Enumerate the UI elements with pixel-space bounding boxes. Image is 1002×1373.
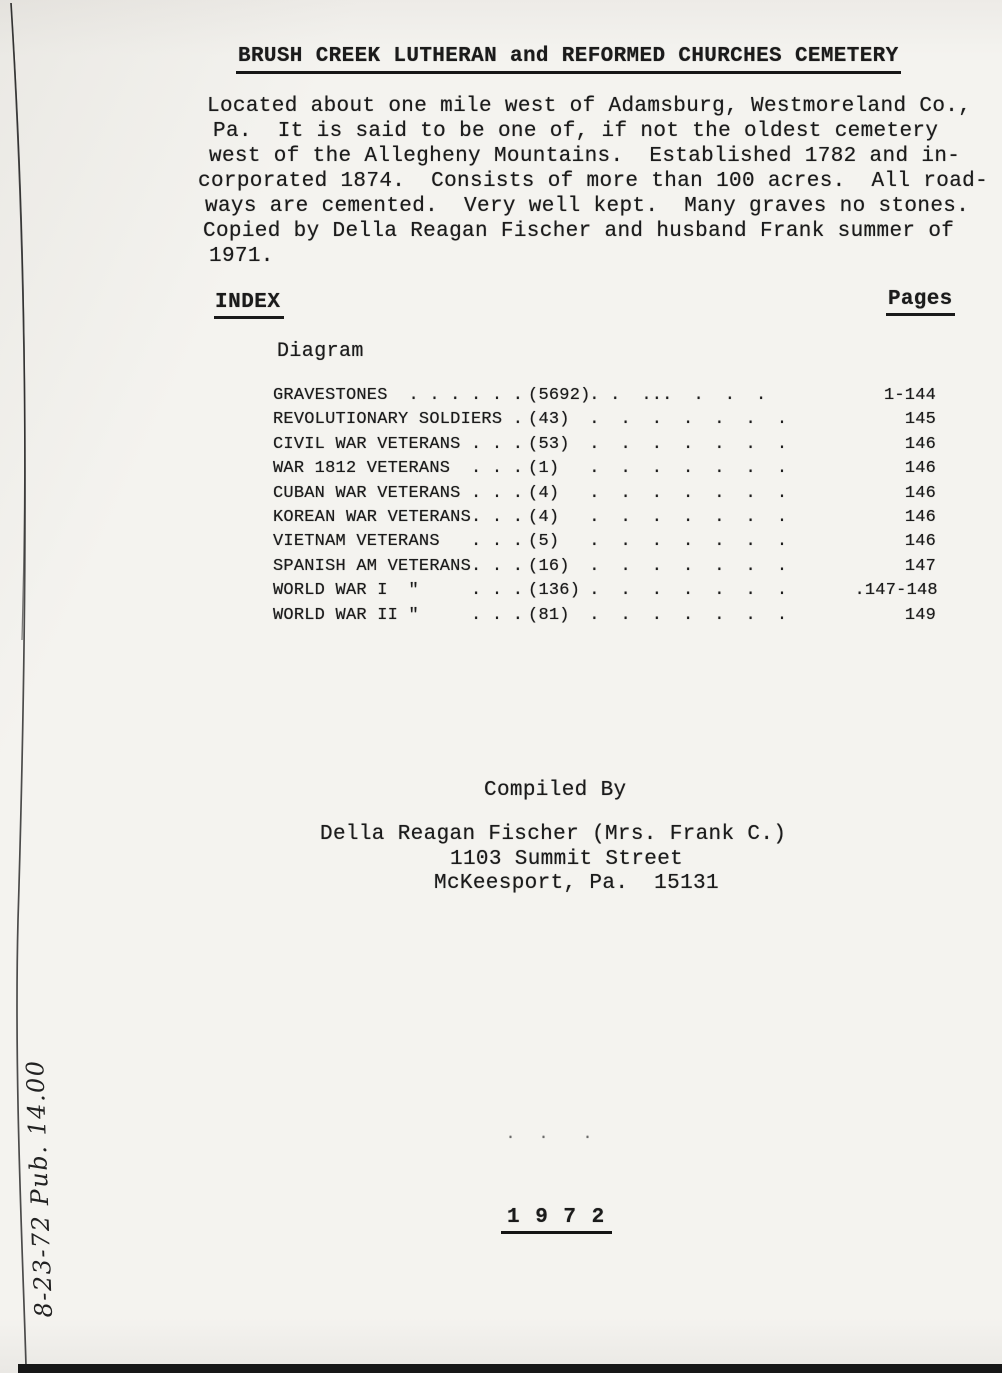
index-row [273,579,936,603]
row-leader-dots-1: . [502,410,534,430]
index-row [273,482,936,506]
row-label: VIETNAM VETERANS [273,532,440,552]
row-label: REVOLUTIONARY SOLDIERS [273,410,503,430]
row-count: (81) [528,605,570,625]
row-label: WAR 1812 VETERANS [273,459,451,479]
row-leader-dots-1: . . . [450,459,534,479]
row-leader-dots-1: . . . . . . [387,386,534,405]
row-leader-dots-1: . . . [460,434,534,454]
row-leader-dots-1: . . . [439,532,534,552]
row-label-group [273,457,534,481]
index-row [273,433,936,457]
row-leader-dots-1: . . . [460,483,534,503]
compiler-street-address: 1103 Summit Street [450,848,684,871]
index-row [273,604,936,628]
row-label-group [273,482,534,506]
row-pages: 145 [904,410,937,430]
row-count: (16) [528,556,570,576]
row-leader-dots-2: . . ... . . . [589,386,767,405]
row-label-group [273,579,534,603]
page-edge-line-highlight [11,3,25,640]
row-label-group [273,408,534,432]
index-subheading-diagram: Diagram [277,340,364,363]
intro-line: west of the Allegheny Mountains. Established 1782 and in- [209,145,961,168]
index-row [273,457,936,481]
row-leader-dots-1: . . . [471,556,534,576]
row-leader-dots-2: . . . . . . . [589,556,788,576]
row-count: (5692) [528,386,591,405]
pages-column-heading: Pages [886,288,955,316]
row-label-group [273,433,534,457]
row-leader-dots-1: . . . [418,581,534,601]
row-pages: 146 [904,508,937,528]
row-leader-dots-2: . . . . . . . [589,410,788,430]
bottom-scan-bar [18,1364,1002,1373]
row-leader-dots-2: . . . . . . . [589,605,788,625]
row-count: (53) [528,434,570,454]
row-label: CUBAN WAR VETERANS [273,483,461,503]
row-label: CIVIL WAR VETERANS [273,434,461,454]
row-leader-dots-2: . . . . . . . [589,581,788,601]
row-leader-dots-2: . . . . . . . [589,532,788,552]
row-label-group [273,506,534,530]
row-label-group [273,384,534,408]
row-leader-dots-2: . . . . . . . [589,508,788,528]
compiler-name: Della Reagan Fischer (Mrs. Frank C.) [320,823,787,846]
index-row [273,555,936,579]
row-label: WORLD WAR II " [273,605,419,625]
year-stamp: 1 9 7 2 [501,1206,612,1234]
row-label-group [273,530,534,554]
row-label-group [273,604,534,628]
row-count: (4) [528,483,560,503]
row-pages: 146 [904,532,937,552]
row-count: (5) [528,532,560,552]
compiled-by-label: Compiled By [484,779,627,802]
index-row [273,530,936,554]
row-pages: 146 [904,483,937,503]
row-label: WORLD WAR I " [273,581,419,601]
row-pages: .147-148 [854,581,938,601]
intro-line: ways are cemented. Very well kept. Many graves no stones. [205,195,970,218]
row-label: SPANISH AM VETERANS [273,556,472,576]
intro-line: Copied by Della Reagan Fischer and husband Frank summer of [203,220,955,243]
intro-line: Pa. It is said to be one of, if not the oldest cemetery [213,120,939,143]
intro-line: corporated 1874. Consists of more than 100 acres. All road- [198,170,989,193]
row-pages: 1-144 [883,386,937,405]
row-label: KOREAN WAR VETERANS [273,508,472,528]
row-leader-dots-1: . . . [418,605,534,625]
row-label: GRAVESTONES [273,386,388,405]
row-count: (43) [528,410,570,430]
row-count: (136) [528,581,581,601]
compiler-city-state-zip: McKeesport, Pa. 15131 [434,872,719,895]
row-leader-dots-1: . . . [471,508,534,528]
row-pages: 147 [904,556,937,576]
row-count: (4) [528,508,560,528]
row-pages: 149 [904,605,937,625]
index-table [273,384,936,628]
row-leader-dots-2: . . . . . . . [589,459,788,479]
index-heading: INDEX [214,291,284,319]
intro-line: Located about one mile west of Adamsburg, Westmoreland Co., [207,95,972,118]
stray-dots-mark: . . . [506,1126,595,1143]
row-leader-dots-2: . . . . . . . [589,483,788,503]
intro-line: 1971. [209,245,274,268]
index-row [273,408,936,432]
row-leader-dots-2: . . . . . . . [589,434,788,454]
row-count: (1) [528,459,560,479]
index-row [273,506,936,530]
row-pages: 146 [904,434,937,454]
index-row [273,384,936,408]
row-pages: 146 [904,459,937,479]
row-label-group [273,555,534,579]
intro-paragraph [198,94,988,269]
handwritten-margin-note: 8-23-72 Pub. 14.00 [20,1059,58,1318]
document-title: BRUSH CREEK LUTHERAN and REFORMED CHURCHES CEMETERY [236,45,901,74]
